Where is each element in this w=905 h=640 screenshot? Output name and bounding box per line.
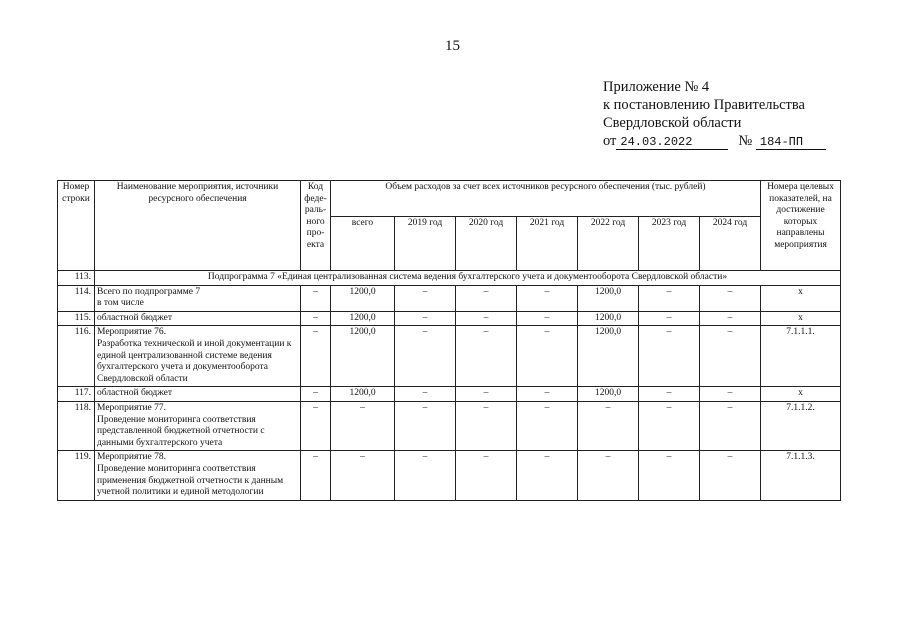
row-2023: –	[639, 387, 700, 402]
table-row	[58, 285, 841, 311]
row-2023: –	[639, 311, 700, 326]
table-row	[58, 401, 841, 450]
appendix-title: Приложение № 4	[603, 79, 710, 95]
table-row	[58, 387, 841, 402]
appendix-date-line	[603, 132, 826, 150]
number-prefix: №	[738, 133, 753, 149]
row-2021: –	[517, 285, 578, 311]
header-volume: Объем расходов за счет всех источников ресурсного обеспечения (тыс. рублей)	[331, 181, 761, 217]
row-total: 1200,0	[331, 311, 395, 326]
header-2021: 2021 год	[517, 217, 578, 271]
row-2020: –	[456, 326, 517, 387]
row-target: 7.1.1.2.	[761, 401, 841, 450]
row-2022: 1200,0	[578, 311, 639, 326]
header-2020: 2020 год	[456, 217, 517, 271]
row-project-code: –	[301, 285, 331, 311]
row-name: Мероприятие 76. Разработка технической и иной документации к единой централизованной системе ведения бухгалтерского учета и документооборота Свердловской области	[95, 326, 301, 387]
header-name: Наименование мероприятия, источники ресурсного обеспечения	[95, 181, 301, 271]
row-2020: –	[456, 311, 517, 326]
row-project-code: –	[301, 401, 331, 450]
row-2020: –	[456, 387, 517, 402]
row-name: Мероприятие 77. Проведение мониторинга соответствия представленной бюджетной отчетности с данными бухгалтерского учета	[95, 401, 301, 450]
row-2019: –	[395, 311, 456, 326]
header-row-number: Номер строки	[58, 181, 95, 271]
row-2024: –	[700, 326, 761, 387]
row-number: 113.	[58, 271, 95, 286]
header-2019: 2019 год	[395, 217, 456, 271]
row-2021: –	[517, 311, 578, 326]
appendix-subtitle: к постановлению Правительства	[603, 97, 805, 113]
row-2021: –	[517, 401, 578, 450]
row-number: 115.	[58, 311, 95, 326]
row-2020: –	[456, 451, 517, 500]
row-name: областной бюджет	[95, 311, 301, 326]
row-total: 1200,0	[331, 387, 395, 402]
row-2024: –	[700, 401, 761, 450]
row-number: 118.	[58, 401, 95, 450]
header-total: всего	[331, 217, 395, 271]
row-2022: 1200,0	[578, 285, 639, 311]
row-2022: –	[578, 451, 639, 500]
row-2023: –	[639, 401, 700, 450]
table-row	[58, 451, 841, 500]
row-project-code: –	[301, 387, 331, 402]
row-target: х	[761, 311, 841, 326]
subprogram-title: Подпрограмма 7 «Единая централизованная система ведения бухгалтерского учета и документооборота Свердловской области»	[95, 271, 841, 286]
row-2021: –	[517, 387, 578, 402]
row-total: 1200,0	[331, 326, 395, 387]
subprogram-row	[58, 271, 841, 286]
row-2024: –	[700, 285, 761, 311]
row-2019: –	[395, 285, 456, 311]
row-number: 119.	[58, 451, 95, 500]
expenses-table	[57, 180, 841, 501]
row-2022: –	[578, 401, 639, 450]
header-project-code: Код феде-раль-ного про-екта	[301, 181, 331, 271]
from-prefix: от	[603, 133, 617, 149]
row-target: х	[761, 285, 841, 311]
row-2019: –	[395, 451, 456, 500]
row-2019: –	[395, 401, 456, 450]
row-number: 114.	[58, 285, 95, 311]
row-2021: –	[517, 451, 578, 500]
row-total: –	[331, 451, 395, 500]
row-project-code: –	[301, 326, 331, 387]
row-2019: –	[395, 387, 456, 402]
row-project-code: –	[301, 311, 331, 326]
row-target: 7.1.1.1.	[761, 326, 841, 387]
row-name: Мероприятие 78. Проведение мониторинга соответствия применения бюджетной отчетности к данным учетной политики и единой методологии	[95, 451, 301, 500]
row-2024: –	[700, 451, 761, 500]
row-total: –	[331, 401, 395, 450]
appendix-region: Свердловской области	[603, 115, 742, 131]
row-2020: –	[456, 285, 517, 311]
page-number: 15	[445, 38, 460, 54]
header-2024: 2024 год	[700, 217, 761, 271]
header-2022: 2022 год	[578, 217, 639, 271]
row-target: 7.1.1.3.	[761, 451, 841, 500]
row-name: Всего по подпрограмме 7 в том числе	[95, 285, 301, 311]
row-2024: –	[700, 311, 761, 326]
header-targets: Номера целевых показателей, на достижение которых направлены мероприятия	[761, 181, 841, 271]
header-2023: 2023 год	[639, 217, 700, 271]
table-row	[58, 326, 841, 387]
row-project-code: –	[301, 451, 331, 500]
row-2021: –	[517, 326, 578, 387]
row-number: 117.	[58, 387, 95, 402]
row-2024: –	[700, 387, 761, 402]
row-target: х	[761, 387, 841, 402]
row-2023: –	[639, 326, 700, 387]
row-name: областной бюджет	[95, 387, 301, 402]
decree-date: 24.03.2022	[616, 135, 728, 150]
row-2019: –	[395, 326, 456, 387]
decree-number: 184-ПП	[756, 135, 826, 150]
row-number: 116.	[58, 326, 95, 387]
row-2023: –	[639, 285, 700, 311]
row-total: 1200,0	[331, 285, 395, 311]
appendix-header	[603, 78, 826, 150]
table-row	[58, 311, 841, 326]
row-2020: –	[456, 401, 517, 450]
row-2023: –	[639, 451, 700, 500]
row-2022: 1200,0	[578, 326, 639, 387]
row-2022: 1200,0	[578, 387, 639, 402]
